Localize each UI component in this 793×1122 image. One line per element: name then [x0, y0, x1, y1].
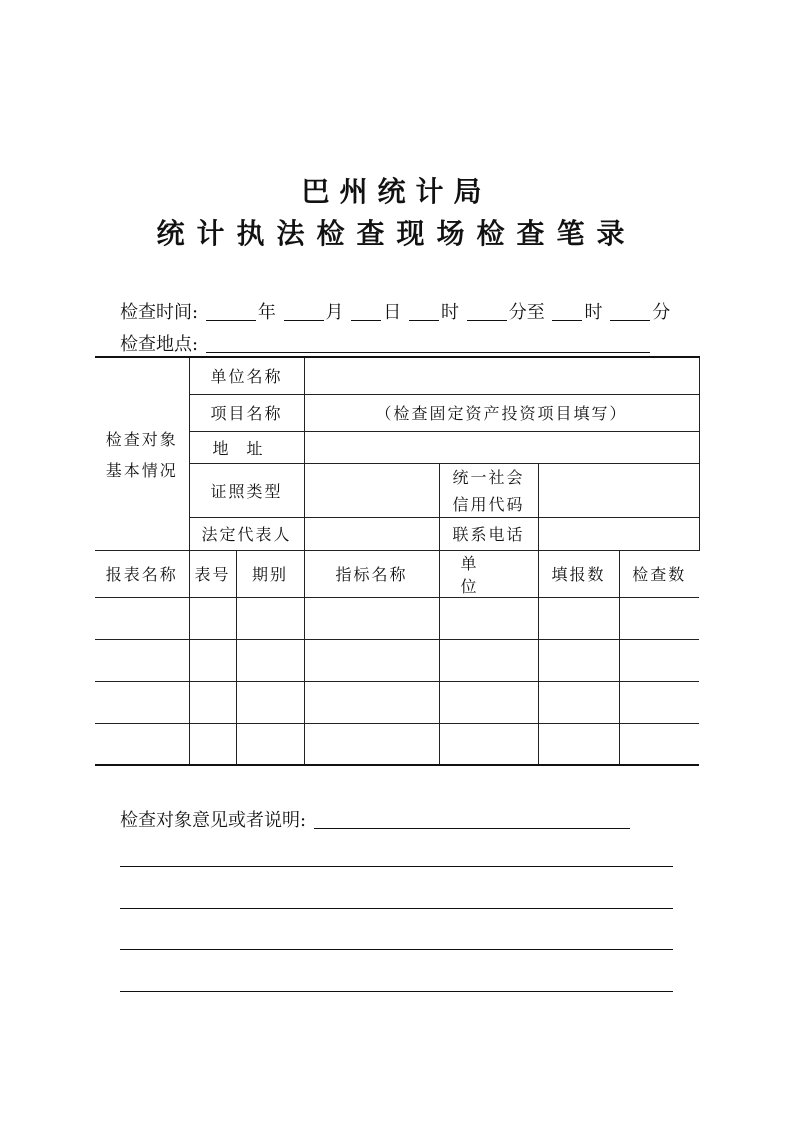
table-cell[interactable] — [95, 723, 189, 765]
table-cell[interactable] — [538, 639, 619, 681]
inspection-location-label: 检查地点: — [120, 334, 199, 355]
day-label: 日 — [383, 302, 402, 323]
table-cell[interactable] — [439, 681, 538, 723]
table-cell[interactable] — [619, 639, 699, 681]
table-row — [95, 639, 699, 681]
hour2-blank[interactable] — [552, 302, 582, 321]
phone-label: 联系电话 — [439, 517, 538, 550]
month-blank[interactable] — [284, 302, 324, 321]
minute2-label: 分 — [652, 302, 671, 323]
year-label: 年 — [257, 302, 276, 323]
day-blank[interactable] — [351, 302, 381, 321]
table-cell[interactable] — [538, 681, 619, 723]
table-cell[interactable] — [304, 681, 439, 723]
table-cell[interactable] — [538, 723, 619, 765]
address-label: 地址 — [189, 431, 304, 463]
legal-rep-label: 法定代表人 — [189, 517, 304, 550]
basic-info-label-line1: 检查对象 — [105, 429, 178, 449]
project-name-field[interactable]: （检查固定资产投资项目填写） — [304, 394, 699, 431]
phone-field[interactable] — [538, 517, 699, 550]
minute-to-label: 分至 — [508, 302, 545, 323]
table-cell[interactable] — [95, 597, 189, 639]
basic-info-section-label — [95, 357, 189, 550]
table-row — [95, 723, 699, 765]
table-row — [95, 681, 699, 723]
inspection-location-row — [120, 330, 652, 356]
location-blank[interactable] — [206, 334, 650, 353]
credit-code-label — [439, 463, 538, 517]
hour2-label: 时 — [584, 302, 603, 323]
report-header-name: 报表名称 — [95, 550, 189, 597]
table-cell[interactable] — [619, 723, 699, 765]
table-cell[interactable] — [304, 723, 439, 765]
table-cell[interactable] — [439, 597, 538, 639]
table-cell[interactable] — [189, 723, 236, 765]
basic-info-label-line2: 基本情况 — [105, 460, 178, 480]
table-cell[interactable] — [236, 597, 304, 639]
license-type-label: 证照类型 — [189, 463, 304, 517]
report-header-form-no: 表号 — [189, 550, 236, 597]
opinion-line[interactable] — [120, 866, 673, 867]
credit-code-label-line2: 信用代码 — [452, 495, 525, 514]
legal-rep-field[interactable] — [304, 517, 439, 550]
month-label: 月 — [325, 302, 344, 323]
inspection-time-row — [120, 298, 670, 324]
document-title: 统计执法检查现场检查笔录 — [156, 217, 637, 250]
report-header-unit: 单位 — [439, 550, 538, 597]
table-cell[interactable] — [236, 681, 304, 723]
table-cell[interactable] — [95, 639, 189, 681]
table-cell[interactable] — [439, 723, 538, 765]
inspection-time-label: 检查时间: — [120, 302, 199, 323]
address-field[interactable] — [304, 431, 699, 463]
opinion-line[interactable] — [120, 908, 673, 909]
hour-label: 时 — [441, 302, 460, 323]
unit-name-label: 单位名称 — [189, 357, 304, 394]
opinion-line[interactable] — [120, 949, 673, 950]
table-cell[interactable] — [304, 639, 439, 681]
table-cell[interactable] — [439, 639, 538, 681]
report-header-period: 期别 — [236, 550, 304, 597]
report-header-indicator: 指标名称 — [304, 550, 439, 597]
minute-blank[interactable] — [467, 302, 507, 321]
table-cell[interactable] — [189, 639, 236, 681]
table-row — [95, 597, 699, 639]
table-cell[interactable] — [538, 597, 619, 639]
report-header-checked: 检查数 — [619, 550, 699, 597]
credit-code-field[interactable] — [538, 463, 699, 517]
table-cell[interactable] — [236, 723, 304, 765]
opinion-label: 检查对象意见或者说明: — [120, 810, 307, 831]
hour-blank[interactable] — [409, 302, 439, 321]
project-name-label: 项目名称 — [189, 394, 304, 431]
table-cell[interactable] — [236, 639, 304, 681]
report-header-reported: 填报数 — [538, 550, 619, 597]
table-cell[interactable] — [95, 681, 189, 723]
table-cell[interactable] — [619, 597, 699, 639]
year-blank[interactable] — [206, 302, 256, 321]
credit-code-label-line1: 统一社会 — [452, 468, 525, 487]
minute2-blank[interactable] — [610, 302, 650, 321]
org-title: 巴州统计局 — [301, 175, 492, 208]
unit-name-field[interactable] — [304, 357, 699, 394]
table-cell[interactable] — [189, 681, 236, 723]
table-cell[interactable] — [619, 681, 699, 723]
opinion-blank[interactable] — [314, 810, 630, 829]
table-cell[interactable] — [304, 597, 439, 639]
opinion-line[interactable] — [120, 991, 673, 992]
opinion-row — [120, 806, 632, 832]
license-type-field[interactable] — [304, 463, 439, 517]
table-cell[interactable] — [189, 597, 236, 639]
inspection-table — [95, 356, 700, 766]
